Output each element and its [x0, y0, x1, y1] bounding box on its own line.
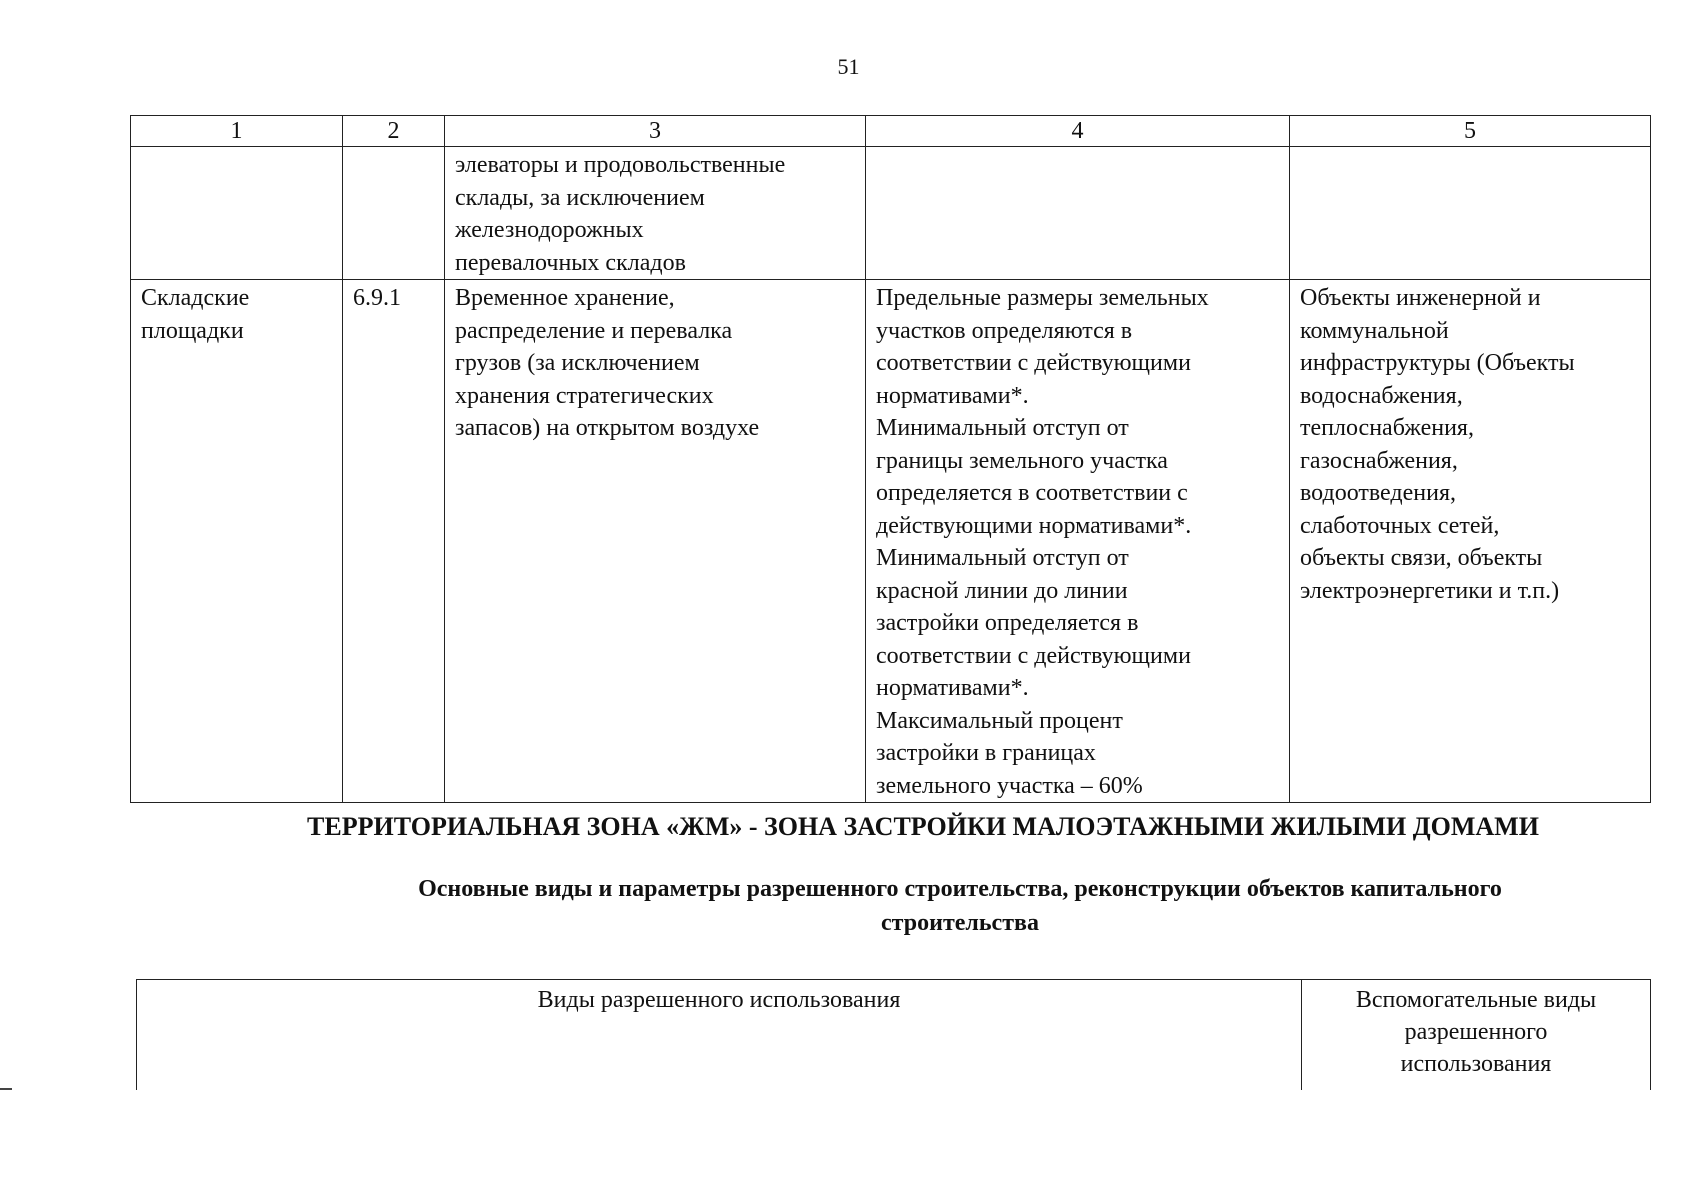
- description-text: Временное хранение, распределение и перевалка грузов (за исключением хранения стратегических запасов) на открытом воздухе: [455, 285, 760, 441]
- section-subtitle: Основные виды и параметры разрешенного строительства, реконструкции объектов капитального строительства: [418, 876, 1502, 936]
- cell-auxiliary: [1290, 147, 1651, 280]
- cell-parameters: [866, 147, 1290, 280]
- table-header-row: [137, 980, 1651, 1091]
- zone-title: ТЕРРИТОРИАЛЬНАЯ ЗОНА «ЖМ» - ЗОНА ЗАСТРОЙКИ МАЛОЭТАЖНЫМИ ЖИЛЫМИ ДОМАМИ: [307, 812, 1539, 841]
- header-cell-4: 4: [866, 116, 1290, 147]
- cell-description: [445, 147, 866, 280]
- header-cell-1: 1: [131, 116, 343, 147]
- cell-code: [343, 147, 445, 280]
- parameters-text: Предельные размеры земельных участков определяются в соответствии с действующими нормативами*. Минимальный отступ от границы земельного участка определяется в соответствии с действующими нормативами*. Минимальный отступ от красной линии до линии застройки определяется в соответствии с действующими нормативами*. Максимальный процент застройки в границах земельного участка – 60%: [876, 285, 1209, 799]
- header-cell-5: 5: [1290, 116, 1651, 147]
- table-row-warehouse-sites: [131, 280, 1651, 803]
- scan-edge-mark: [0, 1088, 12, 1090]
- header-auxiliary-uses: Вспомогательные виды разрешенного использования: [1302, 980, 1651, 1091]
- use-type-name: Складские площадки: [141, 285, 250, 344]
- cell-code: 6.9.1: [343, 280, 445, 803]
- cell-auxiliary: [1290, 280, 1651, 803]
- auxiliary-text: Объекты инженерной и коммунальной инфраструктуры (Объекты водоснабжения, теплоснабжения, газоснабжения, водоотведения, слаботочных сетей, объекты связи, объекты электроэнергетики и т.п.): [1300, 285, 1575, 604]
- cell-description: [445, 280, 866, 803]
- page-number: 51: [837, 54, 860, 79]
- description-text: элеваторы и продовольственные склады, за исключением железнодорожных перевалочных складов: [455, 152, 786, 276]
- permitted-uses-table: [136, 979, 1651, 1090]
- header-cell-2: 2: [343, 116, 445, 147]
- header-permitted-uses: Виды разрешенного использования: [137, 980, 1302, 1091]
- table-header-row: [131, 116, 1651, 147]
- cell-parameters: [866, 280, 1290, 803]
- header-cell-3: 3: [445, 116, 866, 147]
- cell-name: [131, 147, 343, 280]
- cell-name: [131, 280, 343, 803]
- regulations-table: [130, 115, 1651, 803]
- table-row-continuation: [131, 147, 1651, 280]
